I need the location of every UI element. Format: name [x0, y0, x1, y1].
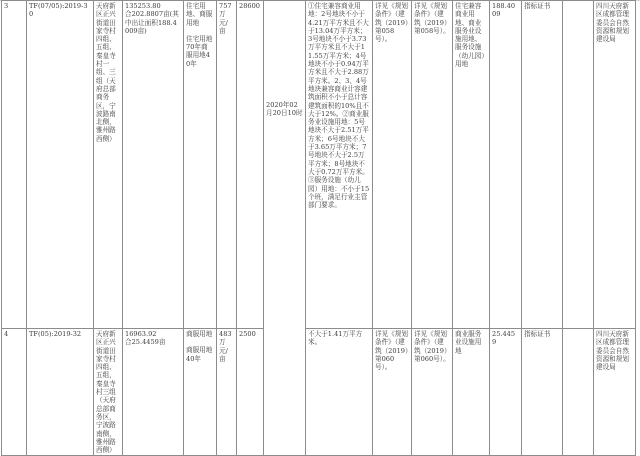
parcel-location: 天府新区正兴街道田家寺村四组、五组、秦皇寺村一组、三组（天府总部商务区，宁波路南北侧，雅州路西侧）	[94, 1, 123, 329]
area-mu: 合25.4459亩	[125, 338, 166, 347]
table-row	[2, 1, 636, 329]
auction-start-time-text: 2020年02月20日10时	[266, 101, 303, 118]
spacer-cell	[563, 1, 594, 329]
land-use-category: 商业服务业设施用地	[453, 329, 490, 456]
land-use-type: 商服用地	[186, 330, 213, 338]
planning-reference-b: 详见《规划条件》（建筑（2019）第060号）。	[412, 329, 453, 456]
planning-conditions: 不大于1.41万平方米。	[306, 329, 373, 456]
area-square-meters: 16963.92	[125, 330, 157, 338]
parcel-location: 天府新区正兴街道田家寺村四组、五组，秦皇寺村三组（天府总部商务区，宁波路南侧，雅州路西侧）	[94, 329, 123, 456]
row-number: 3	[2, 1, 27, 329]
auction-start-time	[264, 1, 306, 456]
land-use-term: 住宅用地70年商服用地40年	[186, 34, 213, 68]
issuing-authority: 四川天府新区成都管理委员会自然资源和规划建设局	[594, 1, 636, 329]
certificate-type: 指标证书	[522, 329, 563, 456]
planning-reference-a: 详见《规划条件》（建筑（2019）第060号）。	[373, 329, 412, 456]
unit-price: 757万元/亩	[217, 1, 237, 329]
deposit: 28600	[237, 1, 264, 329]
land-use-type: 住宅用地、商服用地	[186, 2, 213, 27]
land-use	[184, 329, 217, 456]
certificate-area: 188.4009	[490, 1, 522, 329]
parcel-area	[123, 329, 184, 456]
planning-reference-b: 详见《规划条件》（建筑（2019）第058号）。	[412, 1, 453, 329]
planning-reference-a: 详见《规划条件》（建筑（2019）第058号）。	[373, 1, 412, 329]
unit-price: 483万元/亩	[217, 329, 237, 456]
certificate-area: 25.4459	[490, 329, 522, 456]
table-row	[2, 329, 636, 456]
area-mu: 合202.8807亩(其中出让面积188.4009亩)	[125, 10, 179, 35]
spacer-cell	[563, 329, 594, 456]
planning-conditions: ①住宅兼容商业用地：2号地块不小于4.21万平方米且不大于13.04万平方米；3号地块不小于3.73万平方米且不大于11.55万平方米；4号地块不小于0.94万平方米且不大于2.88万平方米。2、3、4号地块兼容商业计容建筑面积不小于总计容建筑面积的10%且不大于12%。②商业服务业设施用地：5号地块不大于2.51万平方米；6号地块不大于3.65万平方米；7号地块不大于2.5万平方米；8号地块不大于0.72万平方米。③服务设施（幼儿园）用地：不小于15个班，满足行业主管部门要求。	[306, 1, 373, 329]
parcel-code: TF(05):2019-32	[27, 329, 94, 456]
land-parcel-table	[1, 0, 636, 456]
parcel-area	[123, 1, 184, 329]
land-use-term: 商服用地40年	[186, 346, 213, 363]
parcel-code: TF(07/05):2019-30	[27, 1, 94, 329]
deposit: 2500	[237, 329, 264, 456]
row-number: 4	[2, 329, 27, 456]
issuing-authority: 四川天府新区成都管理委员会自然资源和规划建设局	[594, 329, 636, 456]
land-use-category: 住宅兼容商业用地、商业服务业设施用地、服务设施（幼儿园）用地	[453, 1, 490, 329]
area-square-meters: 135253.80	[125, 2, 161, 10]
certificate-type: 指标证书	[522, 1, 563, 329]
land-use	[184, 1, 217, 329]
